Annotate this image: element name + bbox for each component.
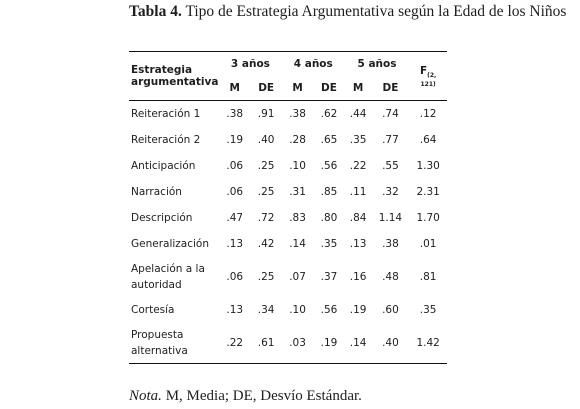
table-caption xyxy=(129,2,569,22)
note-lead: Nota. xyxy=(129,388,162,404)
cell-f: 1.42 xyxy=(416,337,440,349)
cell: .35 xyxy=(349,134,367,146)
cell-f: .81 xyxy=(419,271,437,283)
table-row xyxy=(129,257,447,297)
cell: .48 xyxy=(382,271,399,283)
cell-f: .64 xyxy=(419,134,437,146)
table-row xyxy=(129,297,447,323)
cell: .03 xyxy=(289,337,306,349)
cell: .19 xyxy=(226,134,244,146)
caption-text: Tipo de Estrategia Argumentativa según la Edad de los Niños xyxy=(185,3,567,20)
group-header-4: 4 años xyxy=(293,58,333,70)
stub-header-line2: argumentativa xyxy=(131,76,219,88)
cell: .22 xyxy=(226,337,244,349)
f-header-sub1: (2, xyxy=(427,71,437,79)
cell: .31 xyxy=(289,186,306,198)
row-label: Anticipación xyxy=(131,160,196,172)
cell: .10 xyxy=(289,304,306,316)
cell-f: 1.30 xyxy=(416,160,440,172)
row-label: Generalización xyxy=(131,238,210,250)
cell: .40 xyxy=(257,134,275,146)
data-table xyxy=(129,51,447,364)
cell: 1.14 xyxy=(378,212,403,224)
note-text: M, Media; DE, Desvío Estándar. xyxy=(165,388,362,404)
cell: .34 xyxy=(257,304,275,316)
cell: .06 xyxy=(226,160,244,172)
cell: .32 xyxy=(382,186,399,198)
cell: .25 xyxy=(257,160,275,172)
cell: .38 xyxy=(382,238,399,250)
cell: .55 xyxy=(382,160,399,172)
cell: .60 xyxy=(382,304,399,316)
table-row xyxy=(129,231,447,257)
table-row xyxy=(129,127,447,153)
cell-f: 1.70 xyxy=(416,212,440,224)
stub-header-line1: Estrategia xyxy=(131,64,193,76)
cell: .37 xyxy=(320,271,338,283)
table-row xyxy=(129,179,447,205)
cell: .14 xyxy=(289,238,306,250)
row-label: Cortesía xyxy=(131,304,175,316)
cell: .77 xyxy=(382,134,399,146)
subheader-m-5: M xyxy=(352,82,364,94)
cell: .56 xyxy=(320,304,338,316)
cell: .13 xyxy=(226,304,244,316)
cell: .65 xyxy=(320,134,338,146)
cell: .83 xyxy=(289,212,306,224)
subheader-de-4: DE xyxy=(321,82,337,94)
table-note xyxy=(129,388,569,405)
row-label: Apelación a la autoridad xyxy=(131,263,205,291)
cell: .40 xyxy=(382,337,399,349)
cell: .16 xyxy=(349,271,367,283)
cell: .35 xyxy=(320,238,338,250)
cell-f: .35 xyxy=(419,304,437,316)
cell: .13 xyxy=(226,238,244,250)
cell: .72 xyxy=(257,212,275,224)
table-body xyxy=(129,101,447,364)
group-header-3: 3 años xyxy=(230,58,270,70)
subheader-m-4: M xyxy=(292,82,303,94)
cell: .44 xyxy=(349,108,367,120)
cell: .14 xyxy=(349,337,367,349)
cell: .38 xyxy=(226,108,244,120)
caption-lead: Tabla 4. xyxy=(129,3,182,20)
cell: .06 xyxy=(226,271,244,283)
table-container xyxy=(129,51,447,364)
f-header-sub2: 121) xyxy=(420,80,436,88)
row-label: Reiteración 2 xyxy=(131,134,201,146)
cell: .25 xyxy=(257,271,275,283)
cell-f: .12 xyxy=(419,108,437,120)
cell: .47 xyxy=(226,212,244,224)
group-header-5: 5 años xyxy=(357,58,397,70)
cell-f: 2.31 xyxy=(416,186,440,198)
cell-f: .01 xyxy=(419,238,437,250)
table-row xyxy=(129,205,447,231)
cell: .25 xyxy=(257,186,275,198)
cell: .19 xyxy=(349,304,367,316)
cell: .42 xyxy=(257,238,275,250)
cell: .28 xyxy=(289,134,306,146)
cell: .06 xyxy=(226,186,244,198)
stub-header xyxy=(129,52,219,101)
table-row xyxy=(129,323,447,364)
cell: .74 xyxy=(382,108,399,120)
row-label: Descripción xyxy=(131,212,193,224)
table-row xyxy=(129,153,447,179)
cell: .62 xyxy=(320,108,338,120)
row-label: Propuesta alternativa xyxy=(131,329,188,357)
f-header-main: F xyxy=(419,64,428,77)
cell: .61 xyxy=(257,337,275,349)
table-row xyxy=(129,101,447,128)
cell: .91 xyxy=(257,108,275,120)
row-label: Narración xyxy=(131,186,182,198)
cell: .07 xyxy=(289,271,306,283)
subheader-de-5: DE xyxy=(382,82,399,94)
cell: .22 xyxy=(349,160,367,172)
cell: .80 xyxy=(320,212,338,224)
cell: .11 xyxy=(349,186,367,198)
cell: .38 xyxy=(289,108,306,120)
cell: .84 xyxy=(349,212,367,224)
cell: .85 xyxy=(320,186,338,198)
subheader-de-3: DE xyxy=(258,82,275,94)
f-header xyxy=(409,52,447,101)
cell: .56 xyxy=(320,160,338,172)
cell: .13 xyxy=(349,238,367,250)
cell: .19 xyxy=(320,337,338,349)
row-label: Reiteración 1 xyxy=(131,108,201,120)
cell: .10 xyxy=(289,160,306,172)
subheader-m-3: M xyxy=(229,82,240,94)
